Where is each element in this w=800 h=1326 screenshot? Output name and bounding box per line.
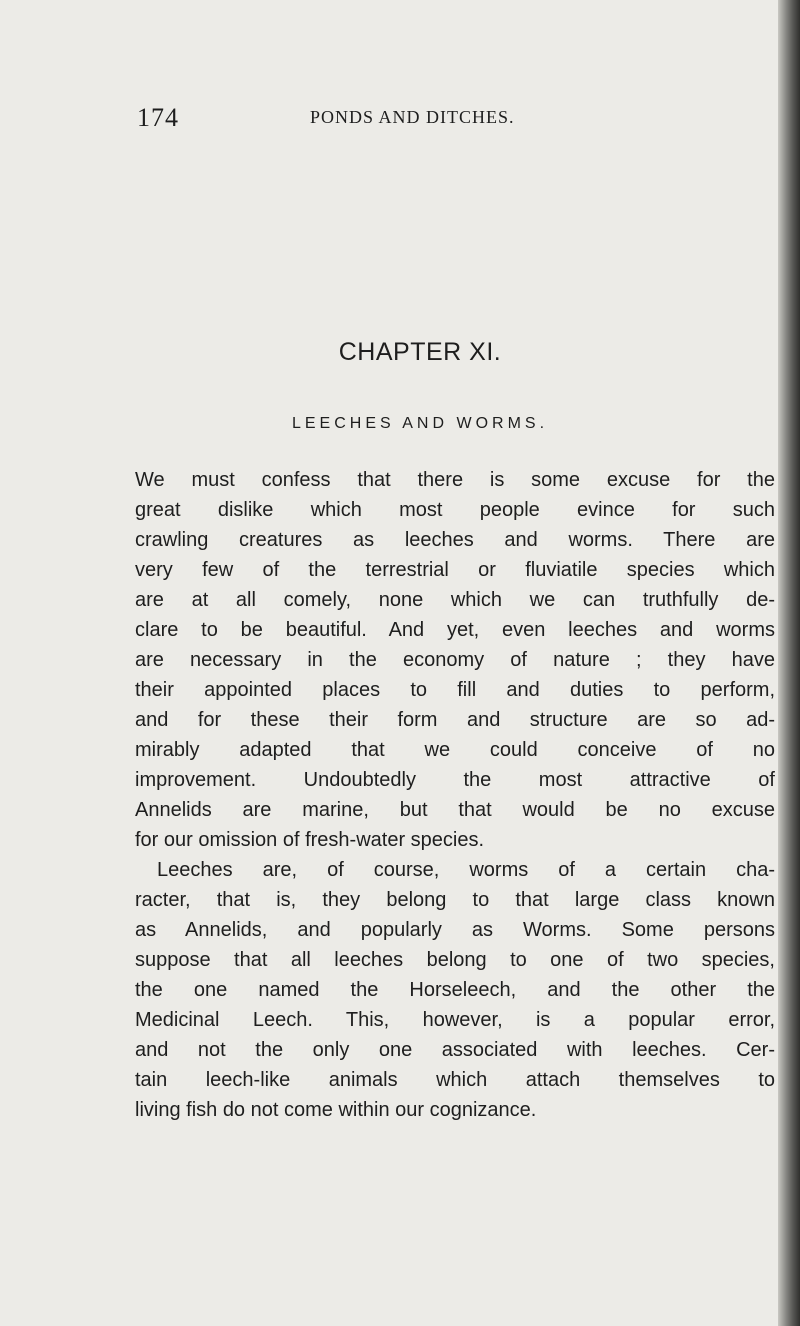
text-line: the one named the Horseleech, and the other the [135, 979, 775, 1001]
text-line: racter, that is, they belong to that large class known [135, 889, 775, 911]
text-line: improvement. Undoubtedly the most attractive of [135, 769, 775, 791]
text-line: We must confess that there is some excuse for the [135, 469, 775, 491]
page-header [0, 103, 800, 143]
text-line: and for these their form and structure are so ad- [135, 709, 775, 731]
text-line: suppose that all leeches belong to one of two species, [135, 949, 775, 971]
text-line: are at all comely, none which we can truthfully de- [135, 589, 775, 611]
text-line: Medicinal Leech. This, however, is a popular error, [135, 1009, 775, 1031]
page-number: 174 [137, 103, 179, 132]
text-line: Annelids are marine, but that would be no excuse [135, 799, 775, 821]
text-line: very few of the terrestrial or fluviatile species which [135, 559, 775, 581]
text-line: Leeches are, of course, worms of a certain cha- [157, 859, 775, 881]
chapter-subtitle: LEECHES AND WORMS. [291, 415, 549, 432]
text-line: are necessary in the economy of nature ; they have [135, 649, 775, 671]
text-line: as Annelids, and popularly as Worms. Some persons [135, 919, 775, 941]
text-line: and not the only one associated with leeches. Cer- [135, 1039, 775, 1061]
text-line: their appointed places to fill and duties to perform, [135, 679, 775, 701]
text-line: crawling creatures as leeches and worms. There are [135, 529, 775, 551]
text-line: clare to be beautiful. And yet, even leeches and worms [135, 619, 775, 641]
paragraph-2 [135, 855, 775, 1125]
text-line: great dislike which most people evince for such [135, 499, 775, 521]
page-edge-shadow [778, 0, 800, 1326]
text-line: for our omission of fresh-water species. [135, 829, 485, 851]
text-line: mirably adapted that we could conceive of no [135, 739, 775, 761]
text-line: tain leech-like animals which attach themselves to [135, 1069, 775, 1091]
text-line: living fish do not come within our cognizance. [135, 1099, 537, 1121]
paragraph-1 [135, 465, 775, 855]
body-text [135, 465, 775, 1125]
running-head: PONDS AND DITCHES. [310, 107, 515, 127]
chapter-title: CHAPTER XI. [338, 338, 502, 366]
